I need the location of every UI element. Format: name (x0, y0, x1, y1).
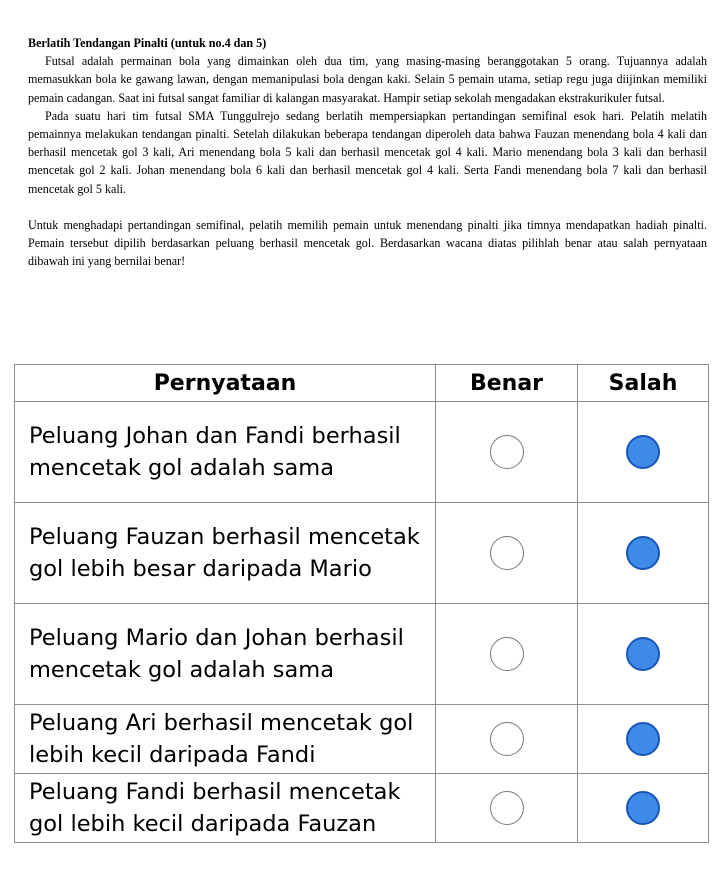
paragraph-1: Futsal adalah permainan bola yang dimainkan oleh dua tim, yang masing-masing beranggotakan 5 orang. Tujuannya adalah memasukkan bola ke gawang lawan, dengan memanipulasi bola dengan kaki. Selain 5 pemain utama, setiap regu juga diijinkan memiliki pemain cadangan. Saat ini futsal sangat familiar di kalangan masyarakat. Hampir setiap sekolah mengadakan ekstrakurikuler futsal. (28, 54, 707, 105)
header-statement: Pernyataan (15, 365, 436, 402)
radio-false-button-selected[interactable] (626, 722, 660, 756)
statement-text: Peluang Mario dan Johan berhasil mencetak gol adalah sama (15, 604, 436, 705)
table-row (15, 774, 709, 843)
passage-title: Berlatih Tendangan Pinalti (untuk no.4 dan 5) (28, 36, 267, 50)
radio-false-button-selected[interactable] (626, 536, 660, 570)
paragraph-2: Pada suatu hari tim futsal SMA Tunggulrejo sedang berlatih mempersiapkan pertandingan semifinal esok hari. Pelatih melatih pemainnya melakukan tendangan pinalti. Setelah dilakukan beberapa tendangan diperoleh data bahwa Fauzan menendang bola 4 kali dan berhasil mencetak gol 3 kali, Ari menendang bola 5 kali dan berhasil mencetak gol 4 kali. Mario menendang bola 3 kali dan berhasil mencetak gol 2 kali. Johan menendang bola 6 kali dan berhasil mencetak gol 4 kali. Serta Fandi menendang bola 7 kali dan berhasil mencetak gol 5 kali. (28, 108, 707, 196)
statement-table (14, 364, 709, 843)
header-false: Salah (578, 365, 709, 402)
radio-false-button-selected[interactable] (626, 435, 660, 469)
radio-true-button[interactable] (490, 722, 524, 756)
table-header-row (15, 365, 709, 402)
option-cell-false (578, 402, 709, 503)
radio-true-button[interactable] (490, 791, 524, 825)
paragraph-3: Untuk menghadapi pertandingan semifinal, pelatih memilih pemain untuk menendang pinalti jika timnya mendapatkan hadiah pinalti. Pemain tersebut dipilih berdasarkan peluang berhasil mencetak gol. Berdasarkan wacana diatas pilihlah benar atau salah pernyataan dibawah ini yang bernilai benar! (28, 217, 707, 269)
option-cell-true (436, 503, 578, 604)
statement-text: Peluang Fandi berhasil mencetak gol lebih kecil daripada Fauzan (15, 774, 436, 843)
option-cell-true (436, 705, 578, 774)
radio-true-button[interactable] (490, 435, 524, 469)
header-true: Benar (436, 365, 578, 402)
table-row (15, 402, 709, 503)
option-cell-false (578, 774, 709, 843)
reading-passage (28, 34, 707, 270)
statement-text: Peluang Ari berhasil mencetak gol lebih kecil daripada Fandi (15, 705, 436, 774)
radio-false-button-selected[interactable] (626, 791, 660, 825)
table-row (15, 604, 709, 705)
option-cell-false (578, 503, 709, 604)
statement-text: Peluang Johan dan Fandi berhasil mencetak gol adalah sama (15, 402, 436, 503)
option-cell-false (578, 705, 709, 774)
statement-text: Peluang Fauzan berhasil mencetak gol lebih besar daripada Mario (15, 503, 436, 604)
option-cell-true (436, 402, 578, 503)
radio-true-button[interactable] (490, 536, 524, 570)
paragraph-spacer (28, 198, 707, 216)
radio-true-button[interactable] (490, 637, 524, 671)
table-row (15, 705, 709, 774)
table-row (15, 503, 709, 604)
option-cell-false (578, 604, 709, 705)
radio-false-button-selected[interactable] (626, 637, 660, 671)
option-cell-true (436, 604, 578, 705)
option-cell-true (436, 774, 578, 843)
